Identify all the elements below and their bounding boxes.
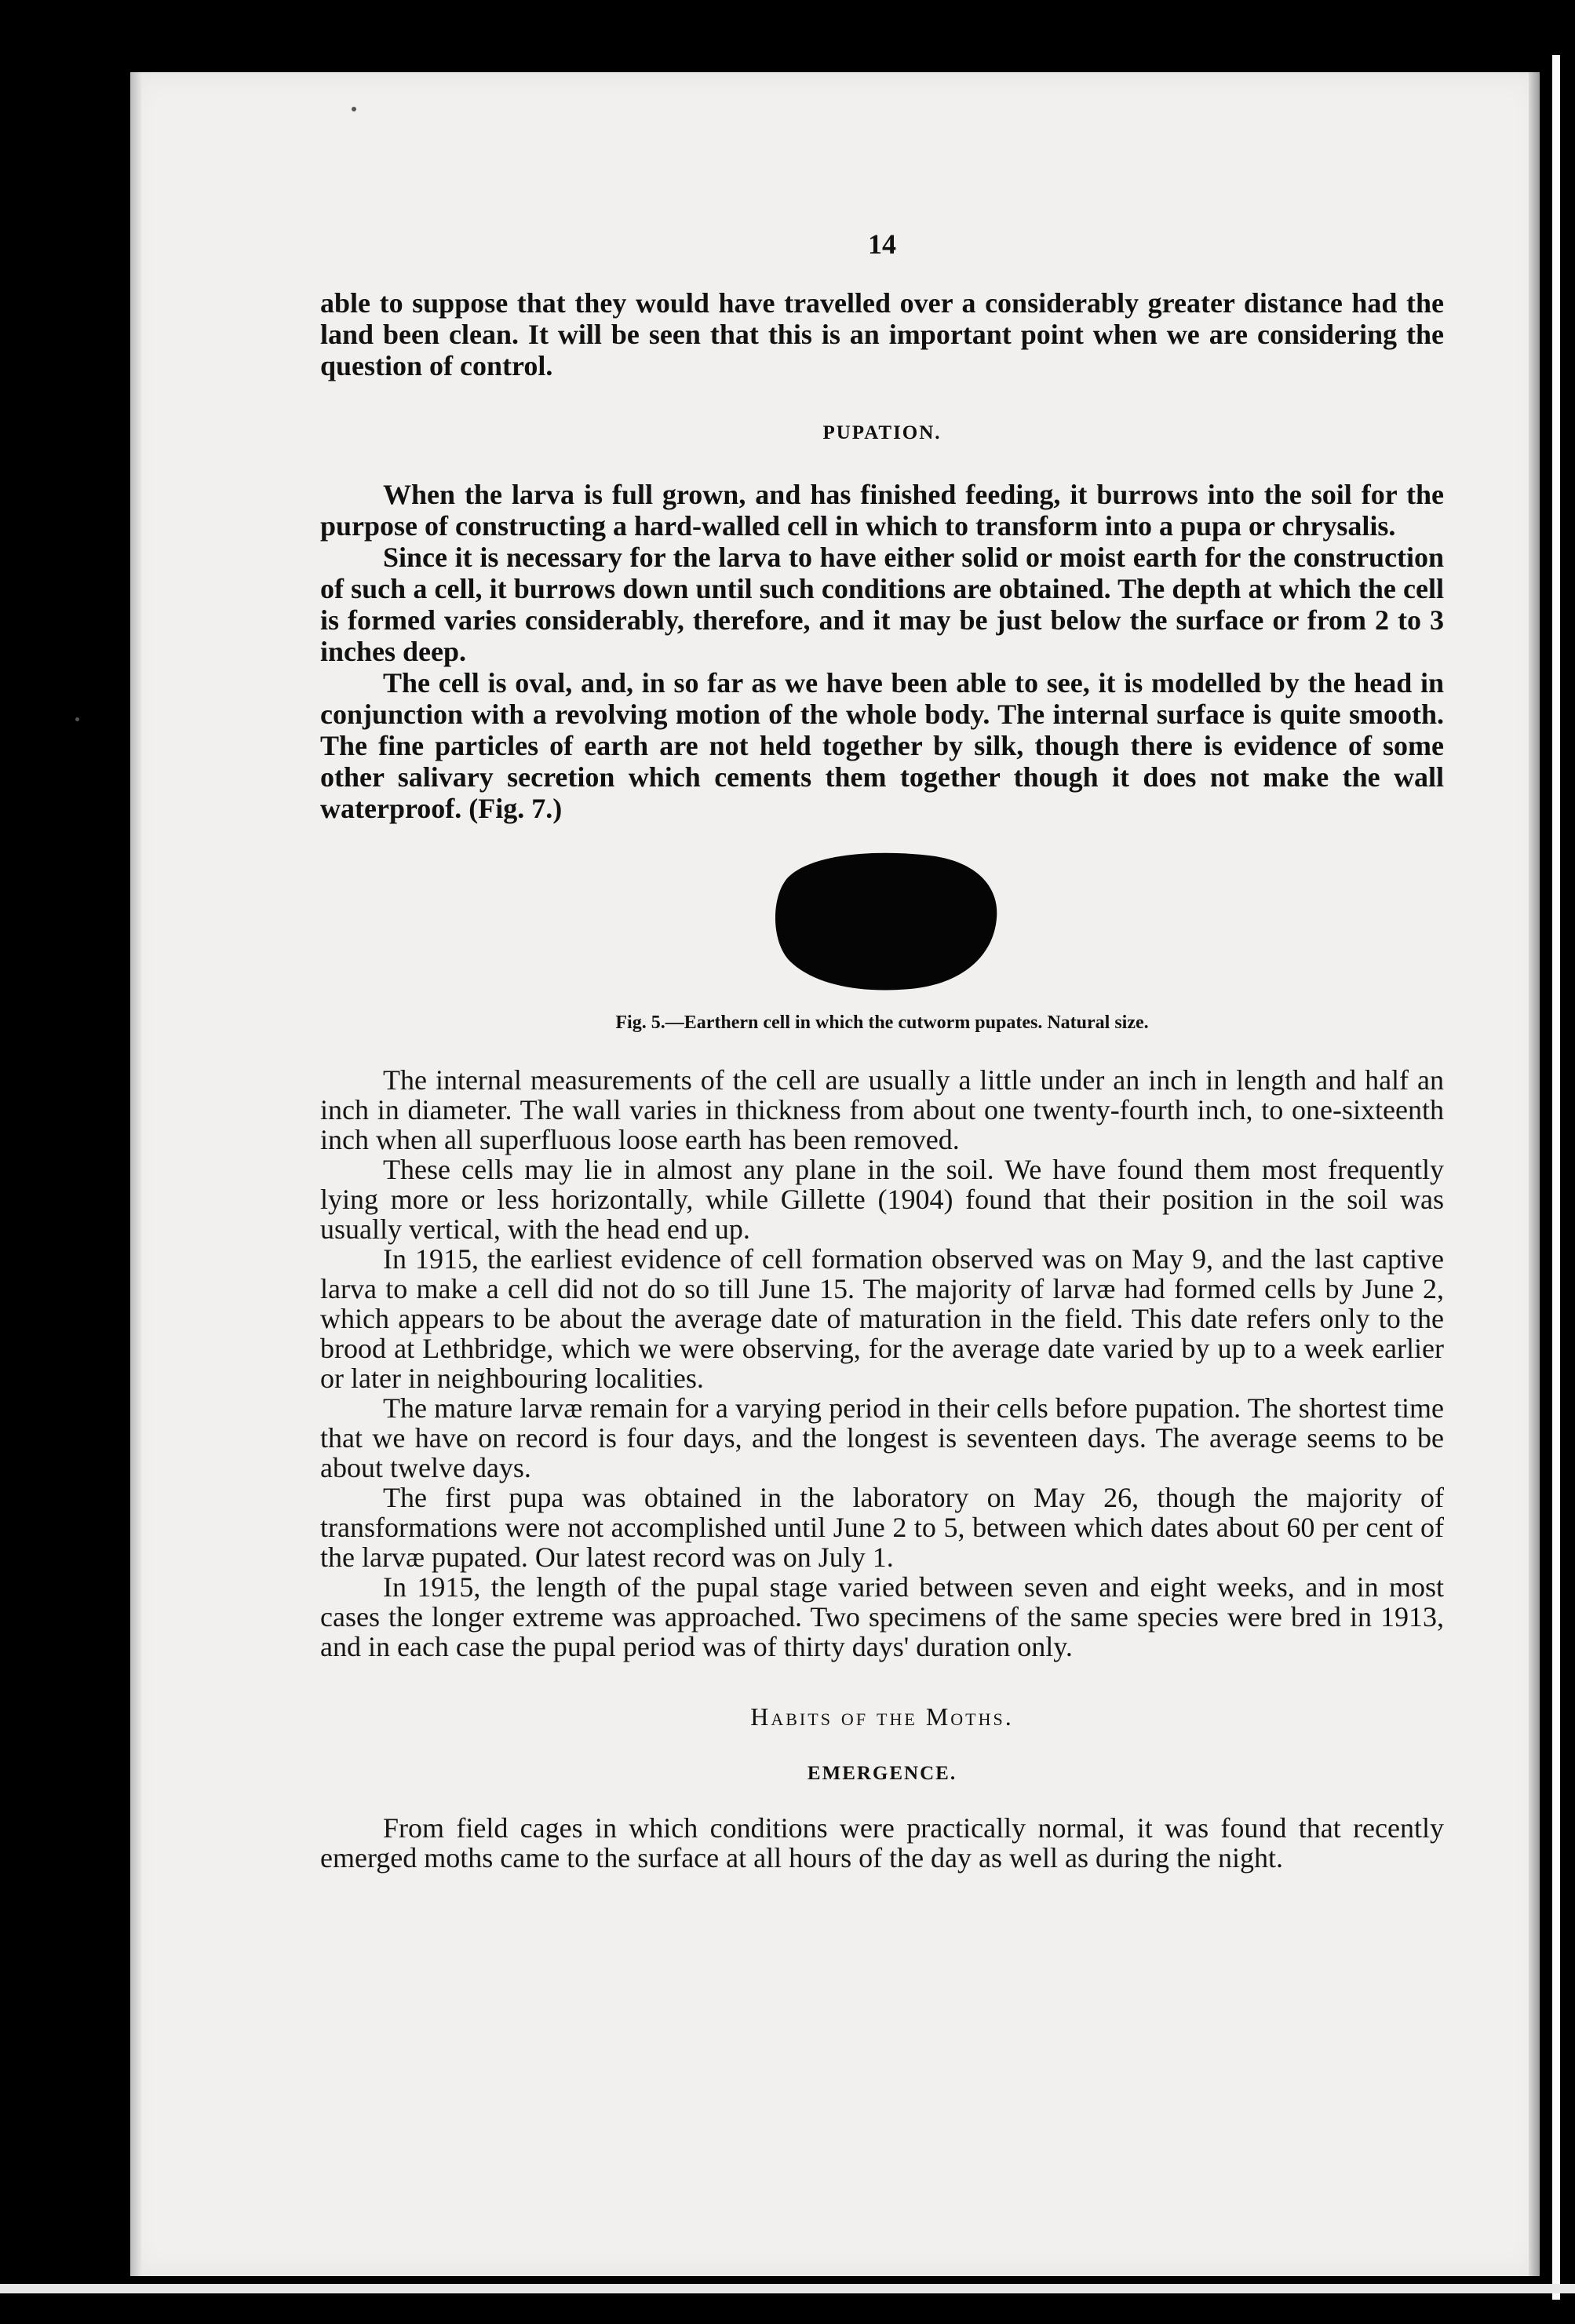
page-right-edge <box>1529 72 1540 2276</box>
emergence-paragraph: From field cages in which conditions were practically normal, it was found that recently emerged moths came to the surface at all hours of the day as well as during the night. <box>320 1812 1444 1873</box>
speck-mark <box>75 717 79 721</box>
intro-paragraph: able to suppose that they would have travelled over a considerably greater distance had the land been clean. It will be seen that this is an important point when we are considering the question of control. <box>320 287 1444 381</box>
emergence-heading: EMERGENCE. <box>807 1763 957 1784</box>
pupation-paragraph: Since it is necessary for the larva to have either solid or moist earth for the construction of such a cell, it burrows down until such conditions are obtained. The depth at which the cell is formed varies considerably, therefore, and it may be just below the surface or from 2 to 3 inches deep. <box>320 542 1444 667</box>
figure-earthern-cell <box>320 846 1444 995</box>
measurement-paragraph: The internal measurements of the cell are usually a little under an inch in length and half an inch in diameter. The wall varies in thickness from about one twenty-fourth inch, to one-sixteenth inch when all superfluous loose earth has been removed. <box>320 1064 1444 1155</box>
page-number: 14 <box>868 228 896 260</box>
measurement-paragraph: The mature larvæ remain for a varying period in their cells before pupation. The shortest time that we have on record is four days, and the longest is seventeen days. The average seems to be about twelve days. <box>320 1392 1444 1483</box>
pupation-heading: PUPATION. <box>822 422 942 443</box>
scan-right-strip <box>1552 55 1560 2300</box>
page-content <box>320 228 1444 1873</box>
earthern-cell-image <box>757 846 1008 995</box>
scan-bottom-strip <box>0 2284 1575 2293</box>
figure-caption: Fig. 5.—Earthern cell in which the cutworm pupates. Natural size. <box>615 1012 1149 1033</box>
measurement-paragraph: The first pupa was obtained in the laboratory on May 26, though the majority of transformations were not accomplished until June 2 to 5, between which dates about 60 per cent of the larvæ pupated. Our latest record was on July 1. <box>320 1482 1444 1573</box>
page-left-edge <box>130 72 141 2276</box>
measurement-paragraph: In 1915, the length of the pupal stage varied between seven and eight weeks, and in most cases the longer extreme was approached. Two specimens of the same species were bred in 1913, and in each case the pupal period was of thirty days' duration only. <box>320 1571 1444 1662</box>
measurement-paragraph: These cells may lie in almost any plane in the soil. We have found them most frequently lying more or less horizontally, while Gillette (1904) found that their position in the soil was usually vertical, with the head end up. <box>320 1154 1444 1245</box>
habits-heading: Habits of the Moths. <box>750 1702 1014 1731</box>
speck-mark <box>352 107 356 111</box>
pupation-paragraph: The cell is oval, and, in so far as we have been able to see, it is modelled by the head in conjunction with a revolving motion of the whole body. The internal surface is quite smooth. The fine particles of earth are not held together by silk, though there is evidence of some other salivary secretion which cements them together though it does not make the wall waterproof. (Fig. 7.) <box>320 667 1444 824</box>
pupation-paragraph: When the larva is full grown, and has finished feeding, it burrows into the soil for the purpose of constructing a hard-walled cell in which to transform into a pupa or chrysalis. <box>320 479 1444 542</box>
measurement-paragraph: In 1915, the earliest evidence of cell formation observed was on May 9, and the last captive larva to make a cell did not do so till June 15. The majority of larvæ had formed cells by June 2, which appears to be about the average date of maturation in the field. This date refers only to the brood at Lethbridge, which we were observing, for the average date varied by up to a week earlier or later in neighbouring localities. <box>320 1243 1444 1394</box>
